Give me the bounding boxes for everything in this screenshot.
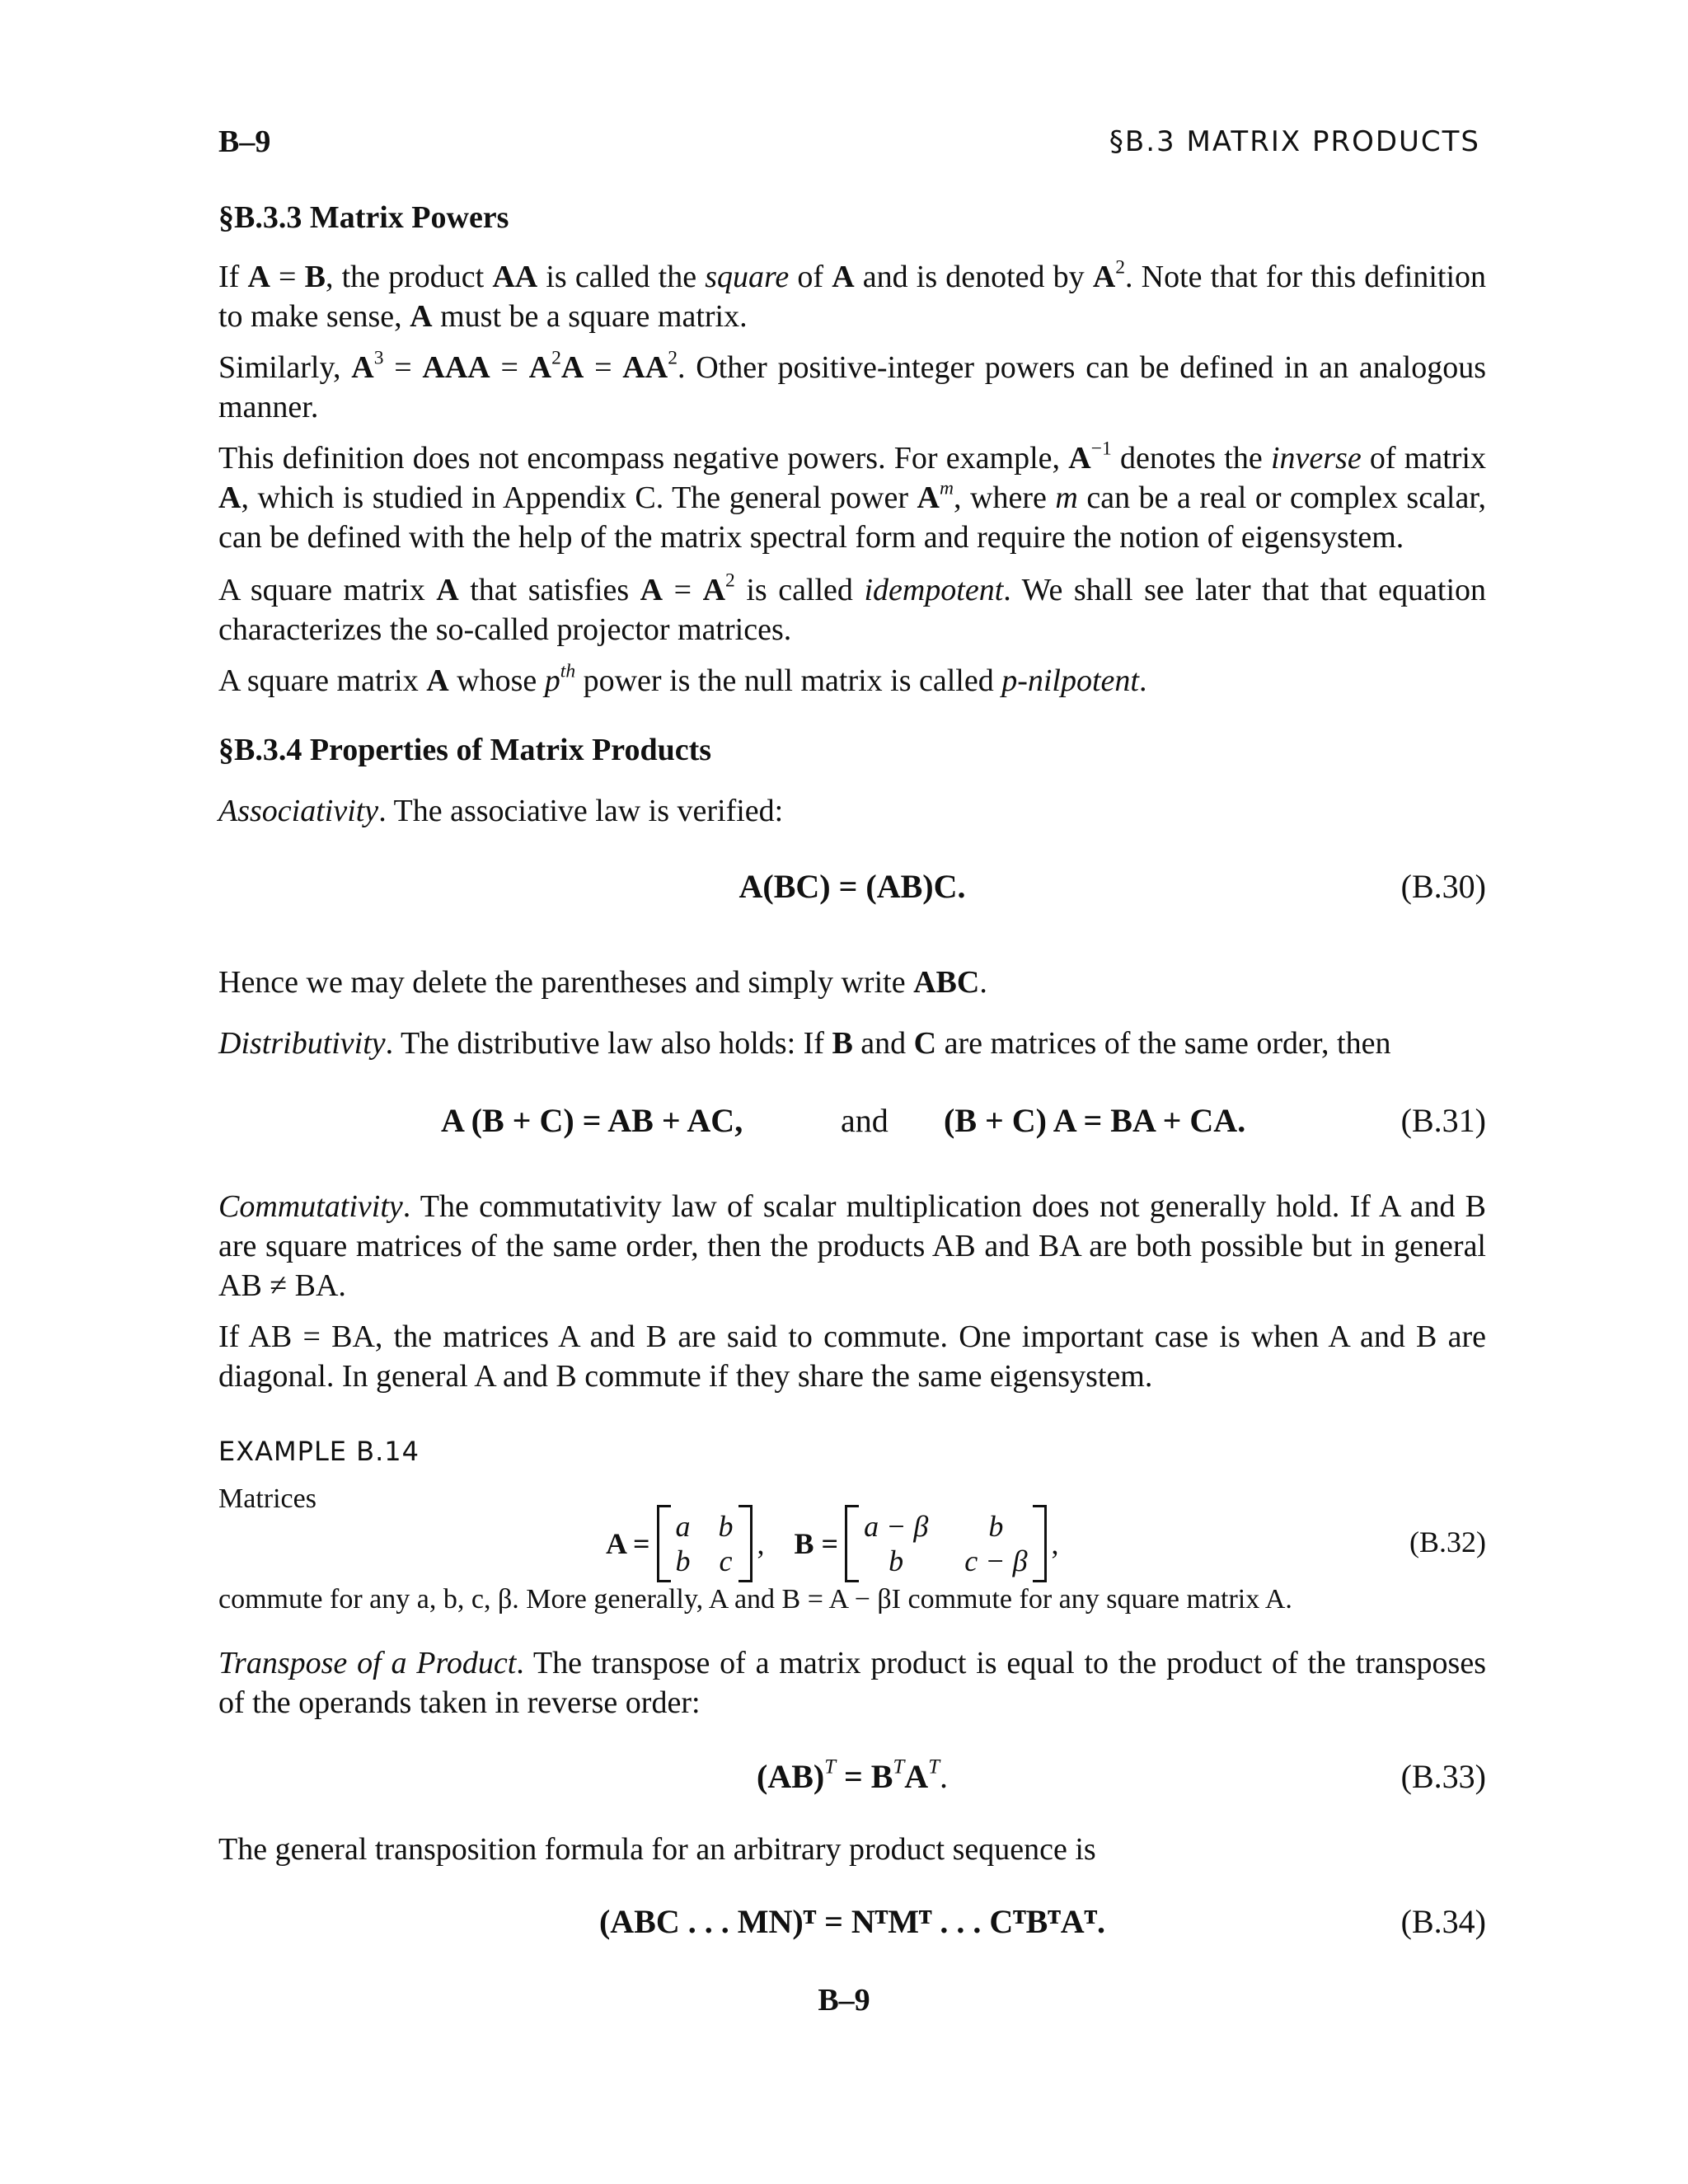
equation-b33: $(AB)^T = B^TA^T$. (B.33)	[757, 1755, 1486, 1795]
equation-number-b30: (B.30)	[1400, 868, 1486, 905]
equation-b30	[218, 867, 1486, 913]
paragraph-square-definition: If A = B, the product AA is called the square of A and is denoted by $A^2$. Note that for this definition to make sense, A must be a square matrix.	[218, 256, 1487, 334]
example-matrices-label: Matrices	[218, 1483, 316, 1514]
paragraph-idempotent: A square matrix A that satisfies $A = A^2$ is called idempotent. We shall see later that that equation characterizes the so-called projector matrices.	[218, 569, 1487, 647]
equation-number-b32: (B.32)	[1409, 1526, 1486, 1558]
equation-b31-left: A (B + C) = AB + AC,	[441, 1102, 743, 1139]
equation-number-b33: (B.33)	[1400, 1758, 1486, 1795]
paragraph-distributivity: Distributivity. The distributive law also holds: If B and C are matrices of the same order, then	[218, 1026, 1391, 1061]
paragraph-general-transposition: The general transposition formula for an arbitrary product sequence is	[218, 1832, 1096, 1867]
heading-properties: §B.3.4 Properties of Matrix Products	[218, 733, 712, 767]
paragraph-negative-powers: This definition does not encompass negative powers. For example, $A^{-1}$ denotes the inverse of matrix A, which is studied in Appendix C. The general power $A^m$, where m can be a real or complex scalar, can be defined with the help of the matrix spectral form and require the notion of eigensystem.	[218, 438, 1486, 555]
running-head-section-title: §B.3 MATRIX PRODUCTS	[1109, 125, 1480, 158]
equation-b30-body: A(BC) = (AB)C.	[738, 868, 966, 905]
matrix-b: a − β b b c − β	[845, 1505, 1046, 1582]
paragraph-after-b30: Hence we may delete the parentheses and simply write ABC.	[218, 965, 987, 1000]
matrix-a-label: A =	[606, 1527, 650, 1560]
matrix-b-label: B =	[794, 1527, 839, 1560]
heading-matrix-powers: §B.3.3 Matrix Powers	[218, 200, 509, 235]
paragraph-commutativity: Commutativity. The commutativity law of scalar multiplication does not generally hold. If A and B are square matrices of the same order, then the products AB and BA are both possible but in general AB ≠ BA.	[218, 1189, 1486, 1303]
equation-b31	[218, 1101, 1486, 1147]
example-after-text: commute for any a, b, c, β. More generally, A and B = A − βI commute for any square matrix A.	[218, 1584, 1292, 1615]
equation-b31-right: (B + C) A = BA + CA.	[944, 1102, 1246, 1139]
paragraph-transpose: Transpose of a Product. The transpose of a matrix product is equal to the product of the transposes of the operands taken in reverse order:	[218, 1646, 1486, 1720]
example-title: EXAMPLE B.14	[218, 1436, 420, 1467]
paragraph-commute: If AB = BA, the matrices A and B are said to commute. One important case is when A and B are diagonal. In general A and B commute if they share the same eigensystem.	[218, 1319, 1486, 1394]
equation-b32: A = a b b c , B = a − β b b c − β , (B.32)	[218, 1500, 1486, 1591]
paragraph-associativity: Associativity. The associative law is verified:	[218, 794, 784, 828]
equation-b31-and: and	[841, 1102, 889, 1139]
equation-b34	[218, 1902, 1486, 1948]
paragraph-nilpotent: A square matrix A whose $p^{th}$ power is the null matrix is called p-nilpotent.	[218, 660, 1147, 698]
paragraph-cube-definition: Similarly, $A^3$ = AAA = $A^2A = AA^2$. Other positive-integer powers can be defined in an analogous manner.	[218, 347, 1487, 424]
equation-number-b31: (B.31)	[1400, 1102, 1486, 1139]
footer-page-number: B–9	[818, 1983, 870, 2018]
running-head-page-number: B–9	[218, 124, 271, 159]
matrix-a: a b b c	[657, 1505, 753, 1582]
equation-b34-body: (ABC . . . MN)ᵀ = NᵀMᵀ . . . CᵀBᵀAᵀ.	[598, 1903, 1106, 1940]
equation-number-b34: (B.34)	[1400, 1903, 1486, 1940]
